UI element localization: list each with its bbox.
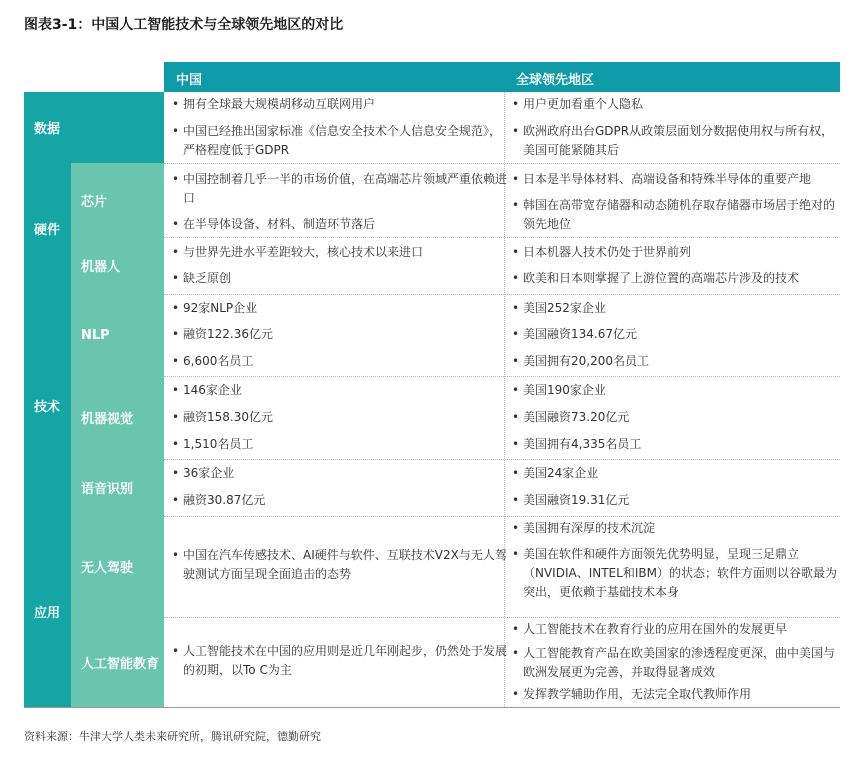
cell-bullet: • 韩国在高带宽存储器和动态随机存取存储器市场居于绝对的领先地位 [512, 196, 845, 234]
cell-bullet: • 中国在汽车传感技术、AI硬件与软件、互联技术V2X与无人驾驶测试方面呈现全面追击的态势 [172, 546, 509, 584]
subcategory-chip: 芯片 [71, 163, 164, 237]
cell-bullet: • 在半导体设备、材料、制造环节落后 [172, 215, 509, 234]
category-tech: 技术 [24, 294, 71, 516]
source-note: 资料来源：牛津大学人类未来研究所，腾讯研究院，德勤研究 [24, 730, 321, 743]
subcategory-nlp: NLP [71, 294, 164, 376]
cell-bullet: • 美国在软件和硬件方面领先优势明显，呈现三足鼎立（NVIDIA、INTEL和IBM）的状态；软件方面则以谷歌最为突出，更依赖于基础技术本身 [512, 545, 845, 602]
cell-bullet: • 中国已经推出国家标准《信息安全技术个人信息安全规范》，严格程度低于GDPR [172, 122, 509, 160]
header-china: 中国 [164, 62, 504, 92]
cell-bullet: • 发挥教学辅助作用，无法完全取代教师作用 [512, 685, 845, 704]
cell-bullet: • 36家企业 [172, 464, 509, 483]
cell-bullet: • 用户更加看重个人隐私 [512, 95, 845, 114]
cell-bullet: • 与世界先进水平差距较大，核心技术以来进口 [172, 243, 509, 262]
cell-bullet: • 美国拥有20,200名员工 [512, 352, 845, 371]
cell-bullet: • 融资122.36亿元 [172, 325, 509, 344]
cell-bullet: • 日本机器人技术仍处于世界前列 [512, 243, 845, 262]
category-app: 应用 [24, 516, 71, 707]
cell-bullet: • 人工智能技术在中国的应用则是近几年刚起步，仍然处于发展的初期，以To C为主 [172, 642, 509, 680]
cell-bullet: • 拥有全球最大规模胡移动互联网用户 [172, 95, 509, 114]
page-title: 图表3-1：中国人工智能技术与全球领先地区的对比 [24, 17, 344, 33]
category-data: 数据 [24, 92, 164, 163]
cell-bullet: • 1,510名员工 [172, 435, 509, 454]
subcategory-vision: 机器视觉 [71, 376, 164, 459]
cell-bullet: • 美国24家企业 [512, 464, 845, 483]
subcategory-speech: 语音识别 [71, 459, 164, 516]
cell-bullet: • 欧洲政府出台GDPR从政策层面划分数据使用权与所有权，美国可能紧随其后 [512, 122, 845, 160]
header-corner [24, 62, 164, 92]
subcategory-driving: 无人驾驶 [71, 516, 164, 617]
cell-bullet: • 6,600名员工 [172, 352, 509, 371]
cell-bullet: • 融资158.30亿元 [172, 408, 509, 427]
cell-bullet: • 融资30.87亿元 [172, 491, 509, 510]
cell-bullet: • 美国融资19.31亿元 [512, 491, 845, 510]
header-global: 全球领先地区 [504, 62, 840, 92]
cell-bullet: • 中国控制着几乎一半的市场价值，在高端芯片领域严重依赖进口 [172, 170, 509, 208]
cell-bullet: • 146家企业 [172, 381, 509, 400]
cell-bullet: • 缺乏原创 [172, 269, 509, 288]
cell-bullet: • 美国190家企业 [512, 381, 845, 400]
cell-bullet: • 美国拥有4,335名员工 [512, 435, 845, 454]
cell-bullet: • 92家NLP企业 [172, 299, 509, 318]
category-hardware: 硬件 [24, 163, 71, 294]
cell-bullet: • 美国融资134.67亿元 [512, 325, 845, 344]
cell-bullet: • 美国252家企业 [512, 299, 845, 318]
cell-bullet: • 人工智能技术在教育行业的应用在国外的发展更早 [512, 620, 845, 639]
cell-bullet: • 美国拥有深厚的技术沉淀 [512, 519, 845, 538]
subcategory-edu: 人工智能教育 [71, 617, 164, 707]
cell-bullet: • 美国融资73.20亿元 [512, 408, 845, 427]
cell-bullet: • 日本是半导体材料、高端设备和特殊半导体的重要产地 [512, 170, 845, 189]
cell-bullet: • 欧美和日本则掌握了上游位置的高端芯片涉及的技术 [512, 269, 845, 288]
subcategory-robot: 机器人 [71, 237, 164, 294]
cell-bullet: • 人工智能教育产品在欧美国家的渗透程度更深，曲中美国与欧洲发展更为完善，并取得显著成效 [512, 644, 845, 682]
comparison-table [24, 62, 840, 707]
